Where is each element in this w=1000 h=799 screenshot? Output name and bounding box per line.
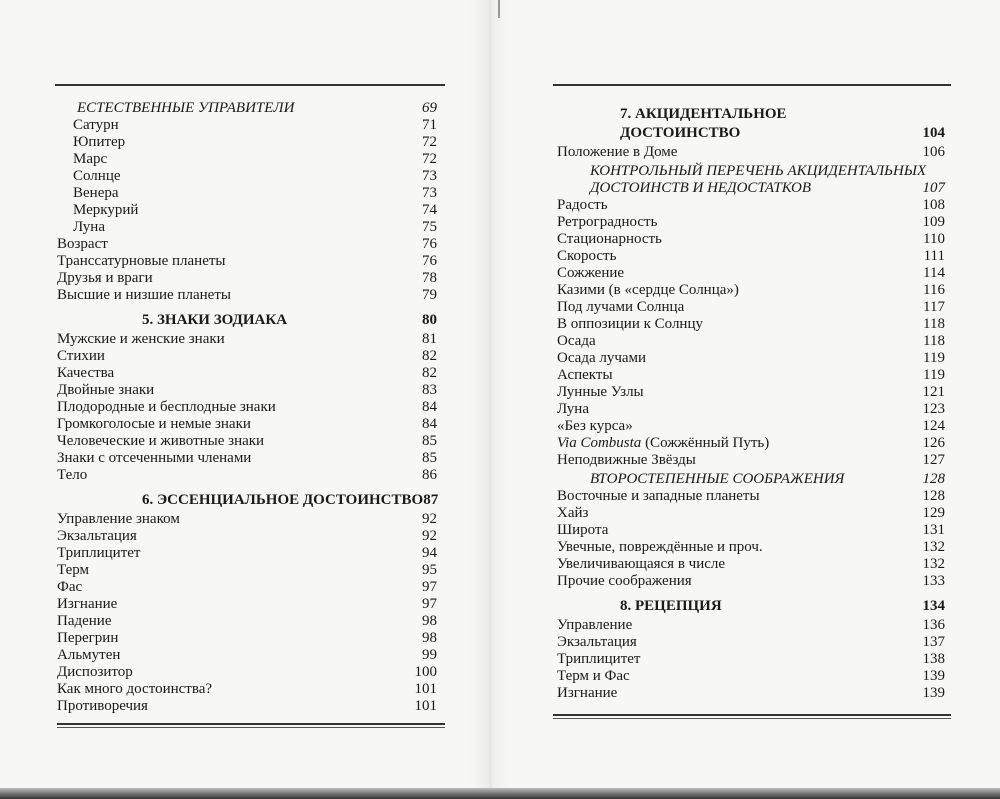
toc-entry-title: Экзальтация	[57, 528, 137, 544]
right-page-toc	[557, 98, 945, 702]
toc-entry	[57, 698, 437, 715]
toc-entry-page: 72	[422, 134, 437, 150]
toc-entry-title: Падение	[57, 613, 112, 629]
toc-entry-page: 114	[923, 265, 945, 281]
toc-entry	[57, 399, 437, 416]
toc-entry-page: 117	[923, 299, 945, 315]
toc-section-heading	[557, 180, 945, 197]
right-bottom-rule-thin	[553, 718, 951, 719]
toc-entry-title: Триплицитет	[557, 651, 641, 667]
toc-entry-title: Противоречия	[57, 698, 148, 714]
toc-entry-title: Марс	[73, 151, 108, 167]
toc-entry-title: Лунные Узлы	[557, 384, 644, 400]
toc-entry-title: Сатурн	[73, 117, 119, 133]
toc-entry-title: Двойные знаки	[57, 382, 155, 398]
toc-entry-page: 76	[422, 236, 437, 252]
toc-entry-page: 134	[922, 598, 945, 614]
toc-entry-page: 138	[922, 651, 945, 667]
toc-entry-title: 5. ЗНАКИ ЗОДИАКА	[142, 312, 288, 328]
toc-entry-page: 87	[423, 492, 439, 508]
toc-entry-page: 129	[922, 505, 945, 521]
toc-entry-title: Мужские и женские знаки	[57, 331, 225, 347]
toc-entry-page: 84	[422, 416, 437, 432]
toc-entry	[57, 596, 437, 613]
toc-entry-page: 69	[422, 100, 437, 116]
toc-entry-title: Друзья и враги	[57, 270, 153, 286]
toc-entry-page: 98	[422, 613, 437, 629]
toc-entry-page: 76	[422, 253, 437, 269]
scan-bottom-edge	[0, 788, 1000, 799]
toc-entry	[57, 236, 437, 253]
toc-entry-title: ДОСТОИНСТВО	[620, 125, 741, 141]
toc-entry-title: Знаки с отсеченными членами	[57, 450, 252, 466]
toc-entry-page: 97	[422, 579, 437, 595]
toc-entry	[57, 270, 437, 287]
toc-entry-title: Аспекты	[557, 367, 613, 383]
toc-entry-title: Под лучами Солнца	[557, 299, 685, 315]
toc-entry	[57, 382, 437, 399]
toc-entry-title: Триплицитет	[57, 545, 141, 561]
toc-entry-title: 6. ЭССЕНЦИАЛЬНОЕ ДОСТОИНСТВО	[142, 492, 424, 508]
toc-entry-page: 139	[922, 668, 945, 684]
toc-entry-page: 94	[422, 545, 437, 561]
toc-entry-title: Плодородные и бесплодные знаки	[57, 399, 276, 415]
toc-entry-title: Тело	[57, 467, 88, 483]
toc-entry-title: Возраст	[57, 236, 108, 252]
toc-entry-page: 73	[422, 185, 437, 201]
toc-entry-title: Меркурий	[73, 202, 139, 218]
toc-entry	[557, 248, 945, 265]
toc-entry-title: Транссатурновые планеты	[57, 253, 226, 269]
toc-entry-page: 73	[422, 168, 437, 184]
left-bottom-rule-thin	[57, 727, 445, 728]
toc-entry-title: Альмутен	[57, 647, 121, 663]
toc-entry-page: 119	[923, 367, 945, 383]
right-bottom-rule	[553, 714, 951, 716]
toc-entry-title: «Без курса»	[557, 418, 633, 434]
toc-entry-page: 101	[414, 698, 437, 714]
toc-entry-title: ВТОРОСТЕПЕННЫЕ СООБРАЖЕНИЯ	[590, 471, 845, 487]
toc-entry	[57, 579, 437, 596]
toc-entry	[557, 231, 945, 248]
toc-entry-page: 131	[922, 522, 945, 538]
toc-entry-title: Луна	[73, 219, 105, 235]
toc-entry	[557, 144, 945, 161]
toc-entry-title: Via Combusta (Сожжённый Путь)	[557, 435, 770, 451]
toc-entry	[57, 168, 437, 185]
toc-entry-title: КОНТРОЛЬНЫЙ ПЕРЕЧЕНЬ АКЦИДЕНТАЛЬНЫХ	[590, 163, 927, 179]
toc-entry	[557, 634, 945, 651]
toc-entry	[557, 401, 945, 418]
toc-entry-page: 128	[922, 488, 945, 504]
toc-entry	[57, 664, 437, 681]
toc-entry-title: Увечные, повреждённые и проч.	[557, 539, 763, 555]
toc-entry-title: Юпитер	[73, 134, 126, 150]
toc-entry-title: Высшие и низшие планеты	[57, 287, 231, 303]
toc-entry-page: 101	[414, 681, 437, 697]
toc-entry-title: Ретроградность	[557, 214, 658, 230]
toc-entry-title: Терм	[57, 562, 90, 578]
toc-entry-title: ДОСТОИНСТВ И НЕДОСТАТКОВ	[590, 180, 812, 196]
toc-entry-page: 75	[422, 219, 437, 235]
toc-entry-title: Сожжение	[557, 265, 625, 281]
toc-entry	[57, 630, 437, 647]
toc-entry	[557, 333, 945, 350]
page-edge	[498, 0, 500, 18]
toc-entry-title: Громкоголосые и немые знаки	[57, 416, 251, 432]
toc-entry	[57, 511, 437, 528]
toc-entry-page: 106	[922, 144, 945, 160]
toc-entry-title: Как много достоинства?	[57, 681, 213, 697]
toc-entry	[557, 617, 945, 634]
toc-entry-page: 104	[922, 125, 945, 141]
toc-entry	[557, 367, 945, 384]
toc-section-heading	[57, 100, 437, 117]
toc-entry-page: 79	[422, 287, 437, 303]
toc-entry-title: В оппозиции к Солнцу	[557, 316, 703, 332]
toc-entry-page: 126	[922, 435, 945, 451]
toc-entry-page: 74	[422, 202, 437, 218]
toc-entry-page: 128	[922, 471, 945, 487]
toc-entry	[557, 668, 945, 685]
toc-entry-title: Восточные и западные планеты	[557, 488, 760, 504]
toc-entry	[557, 505, 945, 522]
toc-entry-page: 85	[422, 450, 437, 466]
toc-entry-page: 97	[422, 596, 437, 612]
toc-entry-title: Управление знаком	[57, 511, 180, 527]
toc-entry	[57, 219, 437, 236]
right-top-rule	[553, 84, 951, 86]
toc-entry-page: 133	[922, 573, 945, 589]
toc-entry-title: Неподвижные Звёзды	[557, 452, 696, 468]
toc-entry-title: ЕСТЕСТВЕННЫЕ УПРАВИТЕЛИ	[77, 100, 295, 116]
toc-entry-page: 107	[922, 180, 945, 196]
left-page-toc	[57, 98, 437, 715]
toc-entry-page: 118	[923, 316, 945, 332]
toc-entry-page: 118	[923, 333, 945, 349]
toc-entry	[557, 197, 945, 214]
toc-entry-title: Венера	[73, 185, 119, 201]
toc-entry	[57, 528, 437, 545]
toc-entry-page: 132	[922, 556, 945, 572]
toc-entry	[57, 545, 437, 562]
toc-entry	[557, 452, 945, 469]
toc-entry	[557, 522, 945, 539]
toc-entry-page: 71	[422, 117, 437, 133]
toc-entry	[557, 299, 945, 316]
toc-entry-title: Терм и Фас	[557, 668, 630, 684]
toc-entry	[557, 384, 945, 401]
toc-entry-page: 121	[922, 384, 945, 400]
toc-entry-page: 111	[923, 248, 945, 264]
toc-entry-title: Широта	[557, 522, 609, 538]
toc-entry-page: 137	[922, 634, 945, 650]
toc-entry-title: Стихии	[57, 348, 105, 364]
toc-entry	[557, 651, 945, 668]
toc-entry	[57, 433, 437, 450]
toc-entry-page: 124	[922, 418, 945, 434]
toc-entry	[57, 613, 437, 630]
toc-entry-title: Осада лучами	[557, 350, 647, 366]
toc-entry-title: Качества	[57, 365, 115, 381]
toc-entry	[57, 450, 437, 467]
toc-chapter-heading	[557, 125, 945, 142]
toc-entry	[557, 539, 945, 556]
toc-entry-title: Человеческие и животные знаки	[57, 433, 265, 449]
toc-entry-title: Увеличивающаяся в числе	[557, 556, 726, 572]
toc-entry	[557, 435, 945, 452]
toc-entry-page: 99	[422, 647, 437, 663]
toc-entry-page: 123	[922, 401, 945, 417]
toc-entry	[57, 416, 437, 433]
toc-entry	[57, 365, 437, 382]
toc-entry	[557, 556, 945, 573]
toc-entry-page: 132	[922, 539, 945, 555]
toc-entry-page: 84	[422, 399, 437, 415]
toc-entry-title: Фас	[57, 579, 83, 595]
toc-entry-title: Изгнание	[557, 685, 618, 701]
toc-entry	[557, 214, 945, 231]
toc-entry	[57, 287, 437, 304]
toc-entry-page: 109	[922, 214, 945, 230]
toc-entry-title: Перегрин	[57, 630, 119, 646]
toc-entry	[557, 350, 945, 367]
toc-entry-page: 139	[922, 685, 945, 701]
toc-entry-title: 7. АКЦИДЕНТАЛЬНОЕ	[620, 106, 787, 122]
toc-entry	[57, 681, 437, 698]
toc-entry-title: Солнце	[73, 168, 121, 184]
toc-entry-page: 110	[923, 231, 945, 247]
toc-entry-page: 119	[923, 350, 945, 366]
toc-entry	[57, 331, 437, 348]
toc-entry-title: Осада	[557, 333, 596, 349]
toc-entry-page: 92	[422, 528, 437, 544]
toc-entry-page: 116	[923, 282, 945, 298]
toc-entry-title: Диспозитор	[57, 664, 133, 680]
toc-entry-page: 85	[422, 433, 437, 449]
toc-entry	[57, 185, 437, 202]
toc-chapter-heading	[557, 106, 945, 123]
toc-entry	[57, 253, 437, 270]
book-gutter	[470, 0, 510, 799]
toc-entry	[57, 202, 437, 219]
toc-entry-title: Скорость	[557, 248, 617, 264]
toc-entry-page: 100	[414, 664, 437, 680]
toc-entry	[557, 282, 945, 299]
toc-entry-page: 72	[422, 151, 437, 167]
toc-entry	[57, 562, 437, 579]
toc-entry-title: Изгнание	[57, 596, 118, 612]
toc-entry-page: 98	[422, 630, 437, 646]
toc-entry-title: Казими (в «сердце Солнца»)	[557, 282, 739, 298]
toc-entry-page: 136	[922, 617, 945, 633]
toc-entry-page: 82	[422, 365, 437, 381]
toc-entry-title: Положение в Доме	[557, 144, 678, 160]
toc-entry-page: 80	[422, 312, 437, 328]
toc-chapter-heading	[57, 492, 437, 509]
toc-entry	[557, 573, 945, 590]
toc-entry-title: Прочие соображения	[557, 573, 692, 589]
toc-entry-title: Стационарность	[557, 231, 662, 247]
toc-chapter-heading	[57, 312, 437, 329]
toc-entry-page: 82	[422, 348, 437, 364]
left-bottom-rule	[57, 723, 445, 725]
toc-entry-title: Экзальтация	[557, 634, 637, 650]
toc-section-heading	[557, 471, 945, 488]
toc-entry-title: Луна	[557, 401, 589, 417]
toc-entry-page: 108	[922, 197, 945, 213]
toc-entry-page: 83	[422, 382, 437, 398]
toc-entry	[57, 647, 437, 664]
toc-entry-title: Радость	[557, 197, 608, 213]
toc-entry	[57, 151, 437, 168]
toc-entry	[57, 117, 437, 134]
toc-entry-title: Хайз	[557, 505, 589, 521]
toc-entry	[557, 685, 945, 702]
toc-entry-page: 86	[422, 467, 437, 483]
toc-entry	[557, 418, 945, 435]
toc-entry	[57, 134, 437, 151]
toc-section-heading	[557, 163, 945, 180]
left-top-rule	[55, 84, 445, 86]
toc-entry-page: 78	[422, 270, 437, 286]
toc-entry	[57, 467, 437, 484]
toc-entry-title: 8. РЕЦЕПЦИЯ	[620, 598, 722, 614]
toc-entry	[557, 488, 945, 505]
toc-entry	[57, 348, 437, 365]
toc-entry-page: 92	[422, 511, 437, 527]
toc-entry-page: 95	[422, 562, 437, 578]
toc-entry	[557, 265, 945, 282]
toc-entry-page: 81	[422, 331, 437, 347]
toc-entry-page: 127	[922, 452, 945, 468]
toc-entry	[557, 316, 945, 333]
toc-chapter-heading	[557, 598, 945, 615]
toc-entry-title: Управление	[557, 617, 633, 633]
